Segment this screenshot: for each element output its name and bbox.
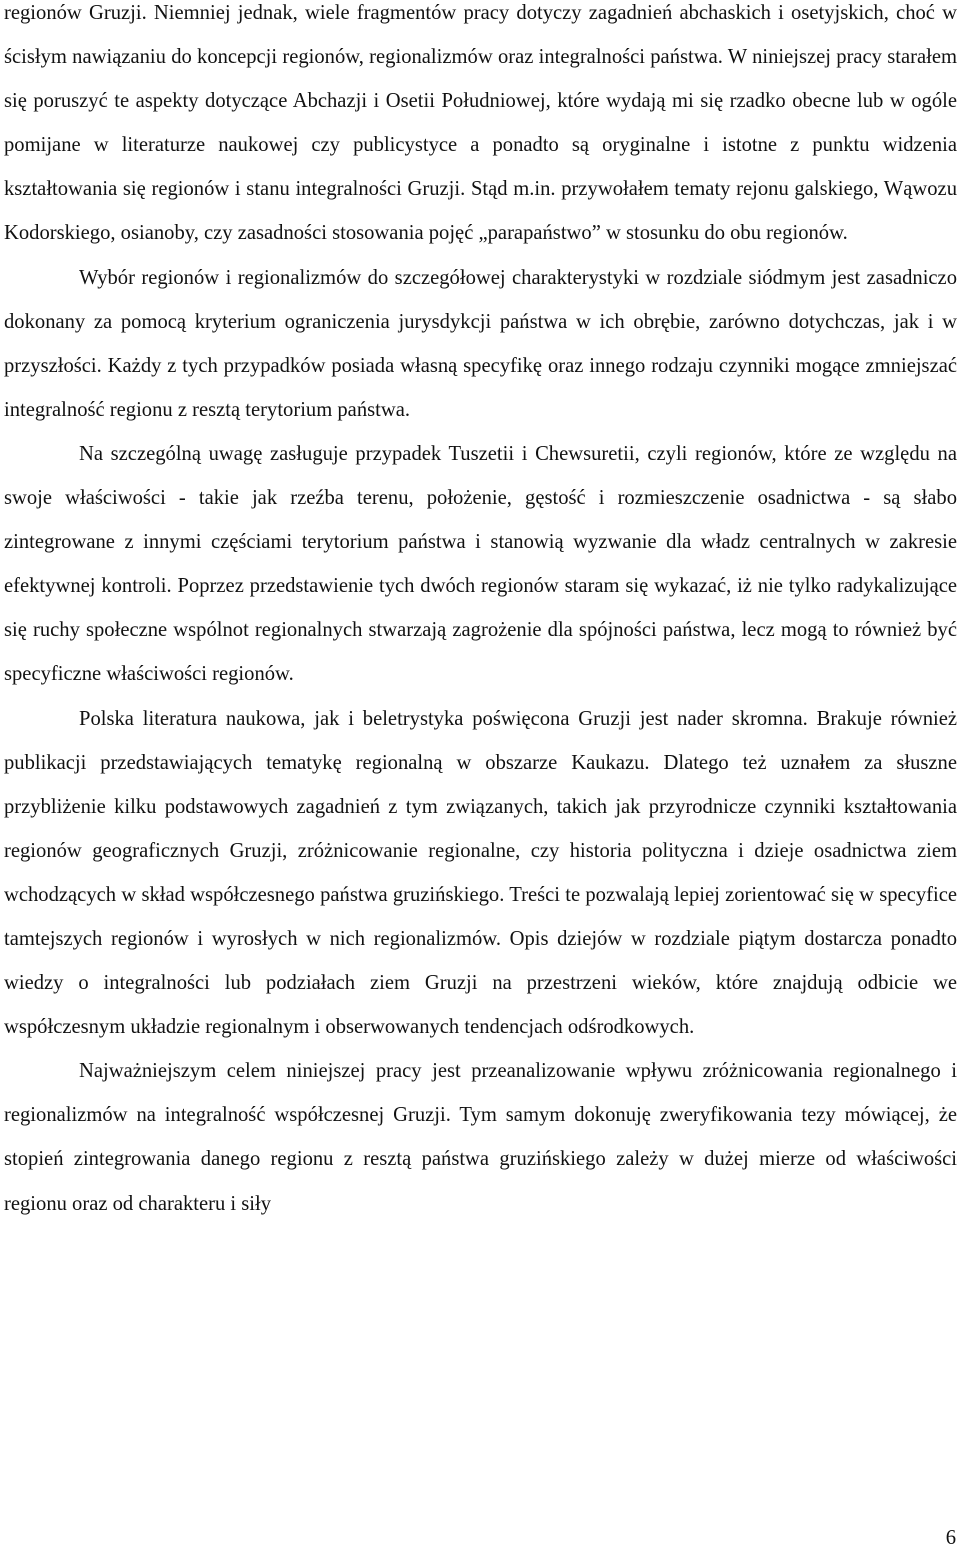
paragraph-1: regionów Gruzji. Niemniej jednak, wiele fragmentów pracy dotyczy zagadnień abchaskich i osetyjskich, choć w ścisłym nawiązaniu do koncepcji regionów, regionalizmów oraz integralności państwa. W niniejszej pracy starałem się poruszyć te aspekty dotyczące Abchazji i Osetii Południowej, które wydają mi się rzadko obecne lub w ogóle pomijane w literaturze naukowej czy publicystyce a ponadto są oryginalne i istotne z punktu widzenia kształtowania się regionów i stanu integralności Gruzji. Stąd m.in. przywołałem tematy rejonu galskiego, Wąwozu Kodorskiego, osianoby, czy zasadności stosowania pojęć „parapaństwo” w stosunku do obu regionów. — [4, 2, 957, 245]
paragraph-3: Na szczególną uwagę zasługuje przypadek Tuszetii i Chewsuretii, czyli regionów, które ze względu na swoje właściwości - takie jak rzeźba terenu, położenie, gęstość i rozmieszczenie osadnictwa - są słabo zintegrowane z innymi częściami terytorium państwa i stanowią wyzwanie dla władz centralnych w zakresie efektywnej kontroli. Poprzez przedstawienie tych dwóch regionów staram się wykazać, iż nie tylko radykalizujące się ruchy społeczne wspólnot regionalnych stwarzają zagrożenie dla spójności państwa, lecz mogą to również być specyficzne właściwości regionów. — [4, 442, 957, 686]
page-number: 6 — [945, 1527, 956, 1549]
document-page — [4, 0, 957, 1226]
paragraph-5: Najważniejszym celem niniejszej pracy jest przeanalizowanie wpływu zróżnicowania regionalnego i regionalizmów na integralność współczesnej Gruzji. Tym samym dokonuję zweryfikowania tezy mówiącej, że stopień zintegrowania danego regionu z resztą państwa gruzińskiego zależy w dużej mierze od właściwości regionu oraz od charakteru i siły — [4, 1060, 957, 1215]
paragraph-2: Wybór regionów i regionalizmów do szczegółowej charakterystyki w rozdziale siódmym jest zasadniczo dokonany za pomocą kryterium ograniczenia jurysdykcji państwa w ich obrębie, zarówno dotychczas, jak i w przyszłości. Każdy z tych przypadków posiada własną specyfikę oraz innego rodzaju czynniki mogące zmniejszać integralność regionu z resztą terytorium państwa. — [4, 266, 957, 421]
paragraph-4: Polska literatura naukowa, jak i beletrystyka poświęcona Gruzji jest nader skromna. Brakuje również publikacji przedstawiających tematykę regionalną w obszarze Kaukazu. Dlatego też uznałem za słuszne przybliżenie kilku podstawowych zagadnień z tym związanych, takich jak przyrodnicze czynniki kształtowania regionów geograficznych Gruzji, zróżnicowanie regionalne, czy historia polityczna i dzieje osadnictwa ziem wchodzących w skład współczesnego państwa gruzińskiego. Treści te pozwalają lepiej zorientować się w specyfice tamtejszych regionów i wyrosłych w nich regionalizmów. Opis dziejów w rozdziale piątym dostarcza ponadto wiedzy o integralności lub podziałach ziem Gruzji na przestrzeni wieków, które znajdują odbicie we współczesnym układzie regionalnym i obserwowanych tendencjach odśrodkowych. — [4, 707, 957, 1039]
